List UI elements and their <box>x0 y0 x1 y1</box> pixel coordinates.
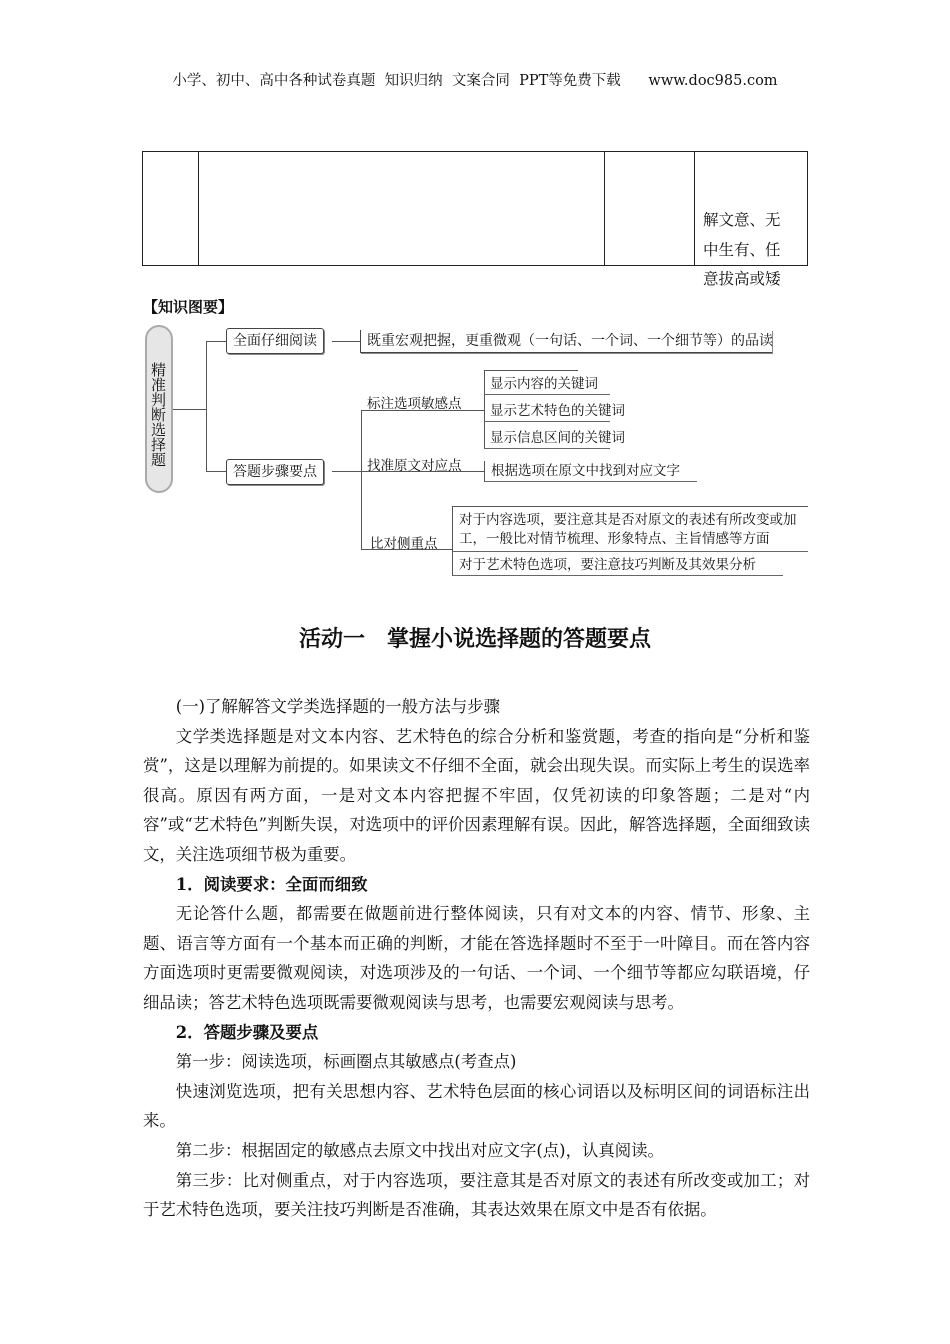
step-item: 对于艺术特色选项，要注意技巧判断及其效果分析 <box>453 552 783 576</box>
body-text <box>143 692 810 1225</box>
subheading: 1．阅读要求：全面而细致 <box>175 874 368 894</box>
section-title: 活动一 掌握小说选择题的答题要点 <box>298 626 651 652</box>
subheading: 2．答题步骤及要点 <box>175 1022 319 1042</box>
step-items-compare <box>452 506 808 576</box>
paragraph: 第二步：根据固定的敏感点去原文中找出对应文字(点)，认真阅读。 <box>175 1140 664 1160</box>
root-node: 精准判断选择题 <box>145 325 173 493</box>
step-item: 显示信息区间的关键词 <box>484 428 610 449</box>
step-item: 根据选项在原文中找到对应文字 <box>484 461 697 482</box>
knowledge-map-label: 【知识图要】 <box>143 298 234 316</box>
step-item: 对于内容选项，要注意其是否对原文的表述有所改变或加工，一般比对情节梳理、形象特点、主旨情感等方面 <box>453 507 808 552</box>
paragraph: 文学类选择题是对文本内容、艺术特色的综合分析和鉴赏题，考查的指向是“分析和鉴赏”，这是以理解为前提的。如果读文不仔细不全面，就会出现失误。而实际上考生的误选率很高。原因有两方面，一是对文本内容把握不牢固，仅凭初读的印象答题；二是对“内容”或“艺术特色”判断失误，对选项中的评价因素理解有误。因此，解答选择题，全面细致读文，关注选项细节极为重要。 <box>143 726 810 864</box>
subheading: (一)了解解答文学类选择题的一般方法与步骤 <box>175 697 501 716</box>
connector <box>173 409 207 410</box>
cell-line: 中生有、任 <box>703 240 781 259</box>
step-label: 比对侧重点 <box>370 536 438 552</box>
branch-full-reading-detail: 既重宏观把握，更重微观（一句话、一个词、一个细节等）的品读 <box>360 330 772 353</box>
cell-line: 解文意、无 <box>703 211 781 229</box>
page-header: 小学、初中、高中各种试卷真题 知识归纳 文案合同 PPT等免费下载 www.doc985.com <box>172 73 778 89</box>
paragraph: 第一步：阅读选项，标画圈点其敏感点(考查点) <box>175 1052 517 1072</box>
paragraph: 无论答什么题，都需要在做题前进行整体阅读，只有对文本的内容、情节、形象、主题、语言等方面有一个基本而正确的判断，才能在答选择题时不至于一叶障目。而在答内容方面选项时更需要微观阅读，对选项涉及的一句话、一个词、一个细节等都应勾联语境，仔细品读；答艺术特色选项既需要微观阅读与思考，也需要宏观阅读与思考。 <box>143 904 810 1012</box>
table-cell-text <box>703 206 803 295</box>
connector <box>206 471 226 472</box>
step-label: 标注选项敏感点 <box>367 396 462 412</box>
step-item: 显示内容的关键词 <box>484 374 610 395</box>
step-label: 找准原文对应点 <box>367 458 462 474</box>
connector <box>332 341 360 342</box>
paragraph: 第三步：比对侧重点，对于内容选项，要注意其是否对原文的表述有所改变或加工；对于艺术特色选项，要关注技巧判断是否准确，其表达效果在原文中是否有依据。 <box>143 1170 810 1220</box>
branch-full-reading: 全面仔细阅读 <box>226 328 324 354</box>
paragraph: 快速浏览选项，把有关思想内容、艺术特色层面的核心词语以及标明区间的词语标注出来。 <box>143 1081 810 1131</box>
connector <box>206 341 226 342</box>
connector <box>484 370 578 371</box>
step-item: 显示艺术特色的关键词 <box>484 401 610 422</box>
cell-line: 意拔高或矮 <box>703 270 781 288</box>
branch-answer-steps: 答题步骤要点 <box>226 459 324 485</box>
connector <box>361 410 362 550</box>
connector <box>206 341 207 472</box>
